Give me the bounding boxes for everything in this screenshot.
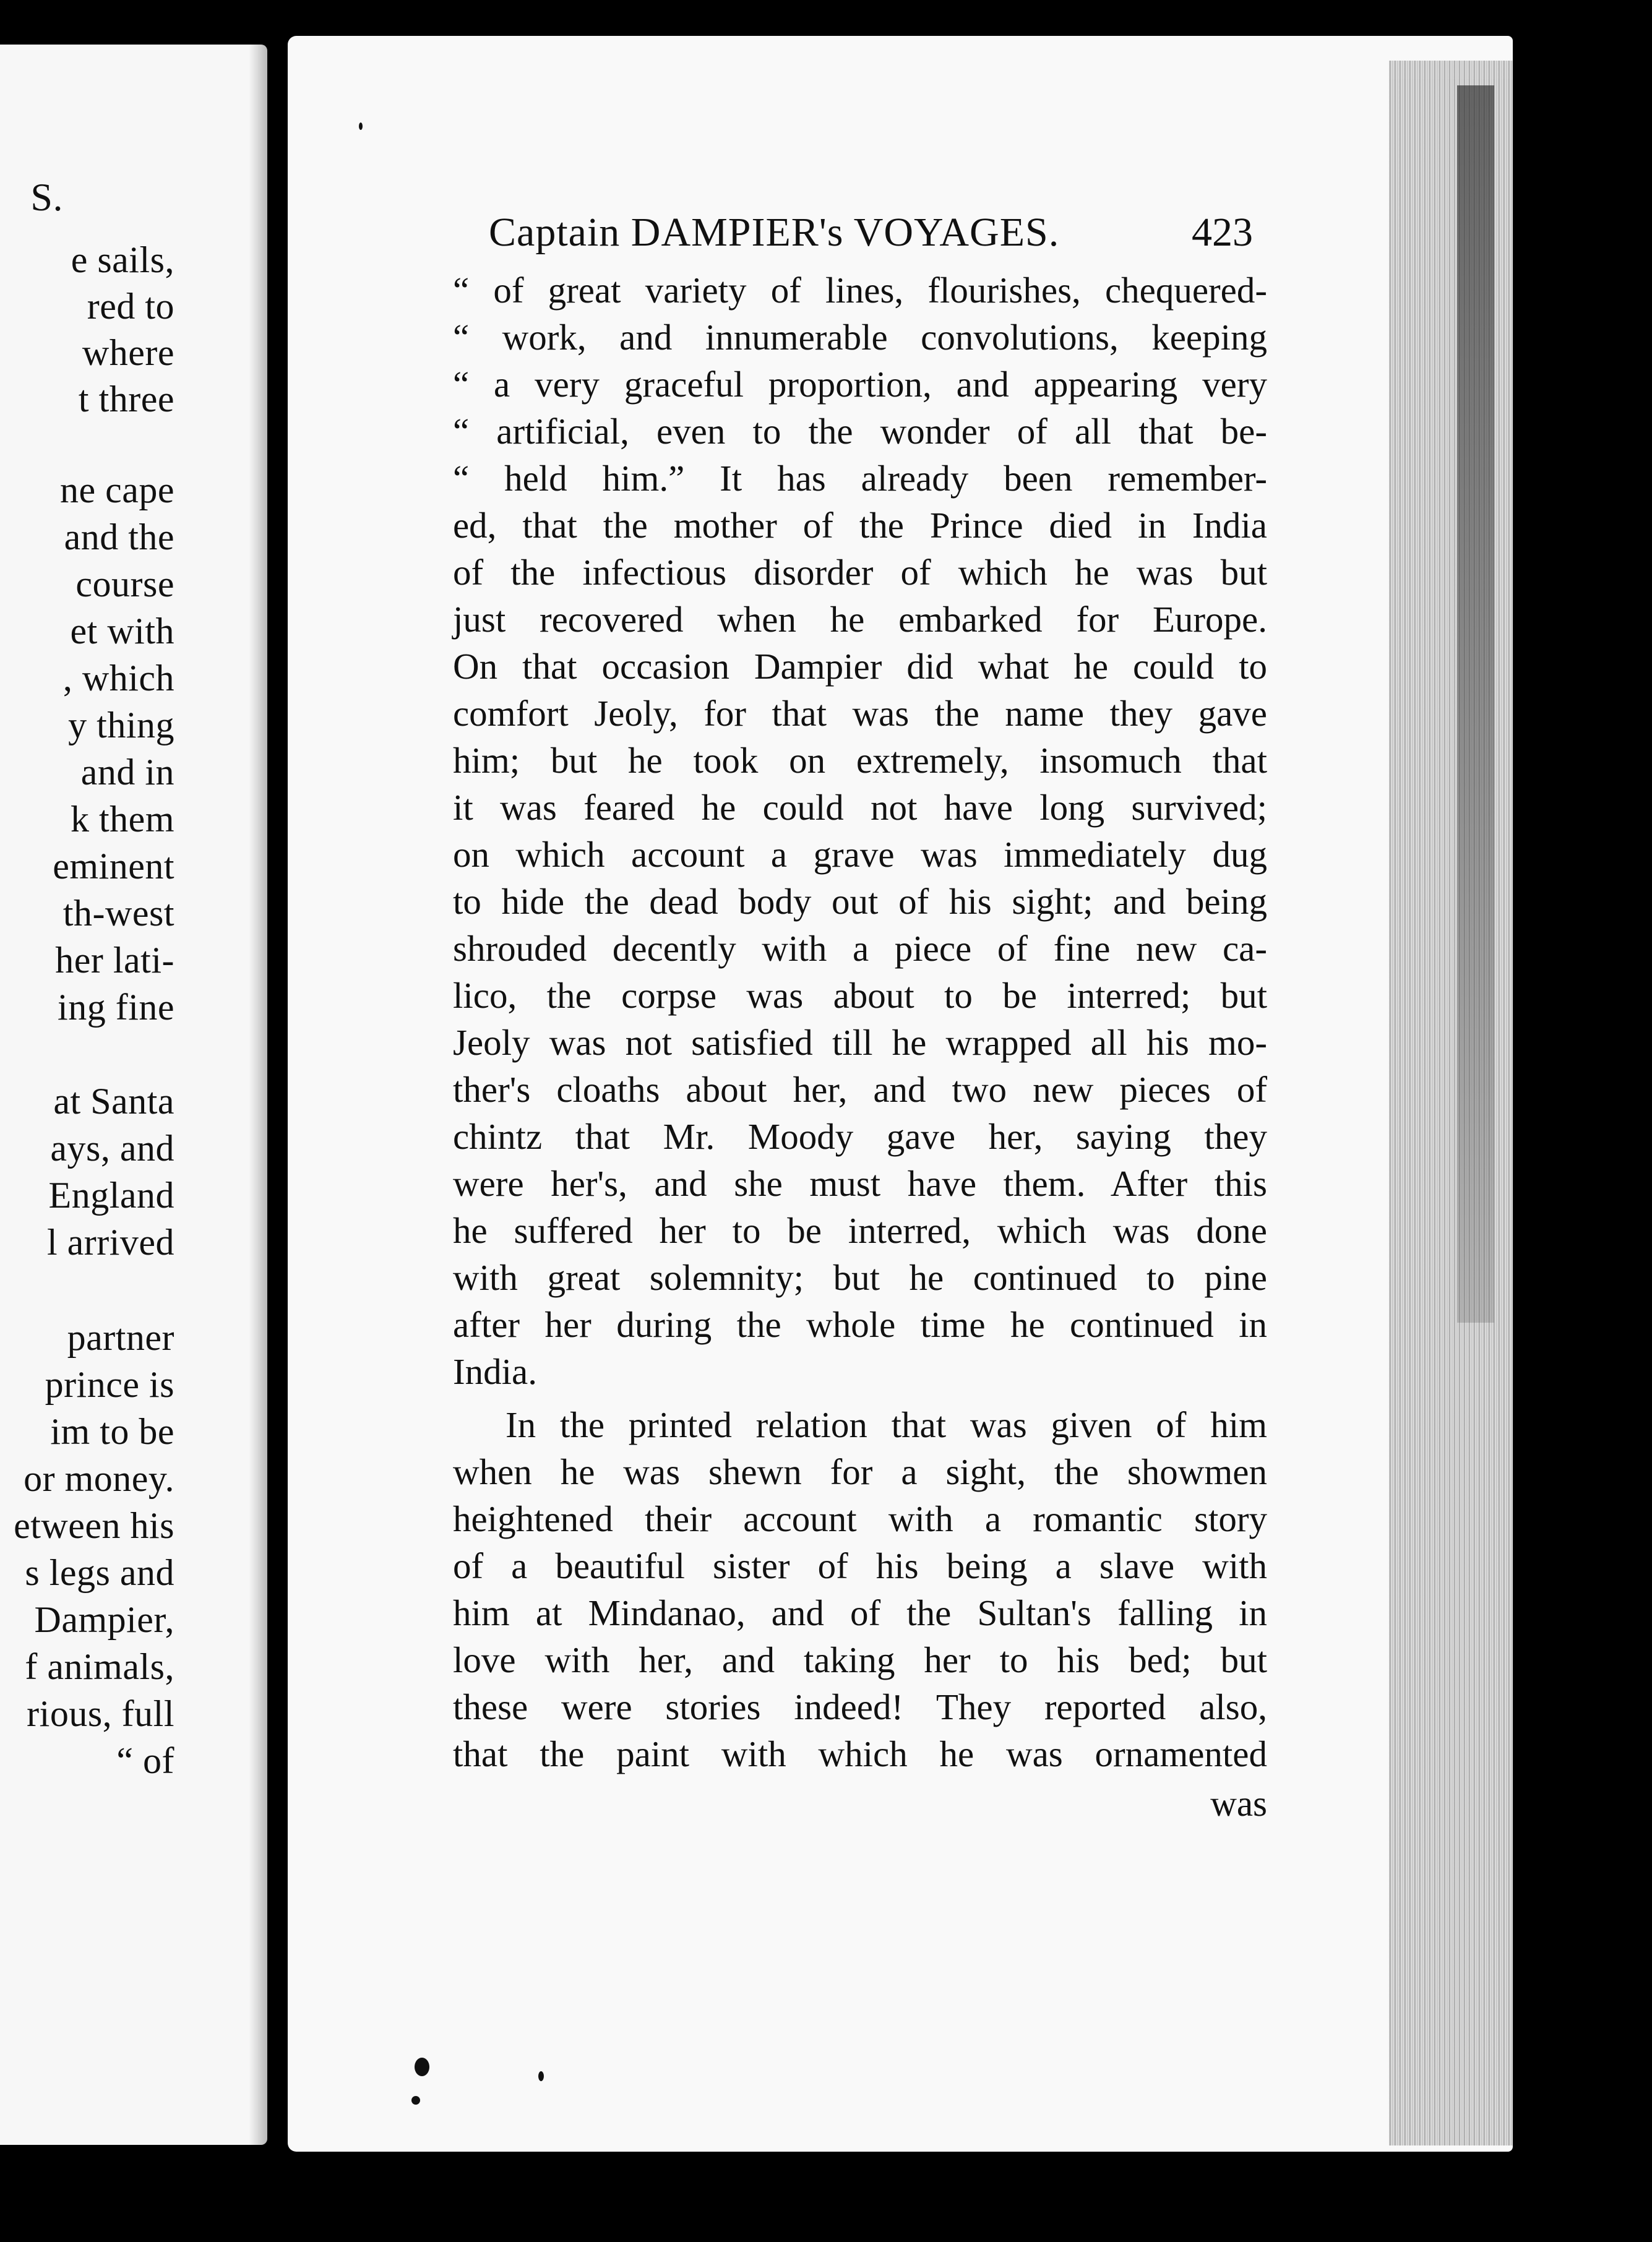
text-line: “ work, and innumerable convolutions, keeping <box>453 317 1267 358</box>
running-head-title: Captain DAMPIER's VOYAGES. <box>489 210 1060 255</box>
page-edge-shadow <box>1457 85 1494 1323</box>
left-page-line: prince is <box>45 1364 174 1405</box>
text-line: Jeoly was not satisfied till he wrapped all his mo- <box>453 1022 1267 1063</box>
text-line: comfort Jeoly, for that was the name they gave <box>453 693 1267 734</box>
text-line: were her's, and she must have them. After this <box>453 1163 1267 1204</box>
left-page-line: her lati- <box>55 940 174 981</box>
text-line: when he was shewn for a sight, the showmen <box>453 1451 1267 1492</box>
text-line: on which account a grave was immediately dug <box>453 834 1267 875</box>
left-page-line: rious, full <box>27 1693 174 1734</box>
left-page-line: l arrived <box>46 1222 174 1263</box>
left-page-line: eminent <box>53 846 174 887</box>
left-page-line: et with <box>70 611 174 651</box>
previous-page-fragment <box>0 45 267 2145</box>
left-page-line: red to <box>87 286 174 327</box>
left-page-line: im to be <box>50 1411 174 1452</box>
left-page-line: Dampier, <box>34 1599 174 1640</box>
text-line: In the printed relation that was given of him <box>505 1404 1267 1445</box>
text-line: that the paint with which he was ornamented <box>453 1733 1267 1774</box>
text-line: chintz that Mr. Moody gave her, saying they <box>453 1116 1267 1157</box>
left-page-line: where <box>82 332 174 373</box>
left-page-line: k them <box>71 799 174 840</box>
text-line: with great solemnity; but he continued to pine <box>453 1257 1267 1298</box>
text-line: “ of great variety of lines, flourishes, chequered- <box>453 270 1267 311</box>
text-line: shrouded decently with a piece of fine new ca- <box>453 928 1267 969</box>
text-line: after her during the whole time he continued in <box>453 1304 1267 1345</box>
text-line: ther's cloaths about her, and two new pieces of <box>453 1069 1267 1110</box>
text-line: heightened their account with a romantic story <box>453 1498 1267 1539</box>
text-line: him at Mindanao, and of the Sultan's falling in <box>453 1592 1267 1633</box>
text-line: love with her, and taking her to his bed; but <box>453 1639 1267 1680</box>
text-line: “ a very graceful proportion, and appearing very <box>453 364 1267 405</box>
text-line: “ artificial, even to the wonder of all that be- <box>453 411 1267 452</box>
text-line: he suffered her to be interred, which was done <box>453 1210 1267 1251</box>
running-head <box>489 209 1268 271</box>
text-line: of a beautiful sister of his being a slave with <box>453 1545 1267 1586</box>
left-page-line: etween his <box>14 1505 174 1546</box>
left-page-line: course <box>75 564 174 604</box>
left-page-line: t three <box>78 379 174 419</box>
left-page-line: ne cape <box>59 470 174 510</box>
text-line: him; but he took on extremely, insomuch that <box>453 740 1267 781</box>
catchword: was <box>1210 1783 1267 1824</box>
left-page-line: at Santa <box>53 1081 174 1122</box>
text-line: “ held him.” It has already been remember- <box>453 458 1267 499</box>
left-page-line: , which <box>62 658 174 698</box>
left-page-line: and in <box>80 752 174 792</box>
ink-speck <box>411 2096 420 2105</box>
left-page-line: or money. <box>24 1458 174 1499</box>
left-page-line: e sails, <box>71 239 174 280</box>
text-line: ed, that the mother of the Prince died in India <box>453 505 1267 546</box>
left-page-line: ays, and <box>50 1128 174 1169</box>
page-edge-stack <box>1389 61 1513 2145</box>
text-line: just recovered when he embarked for Europe. <box>453 599 1267 640</box>
left-page-line: th-west <box>62 893 174 934</box>
ink-speck <box>359 122 363 130</box>
left-page-line: ing fine <box>58 987 174 1028</box>
text-line: to hide the dead body out of his sight; and being <box>453 881 1267 922</box>
page-number: 423 <box>1192 210 1253 255</box>
left-page-line: partner <box>67 1317 174 1358</box>
text-line: lico, the corpse was about to be interred; but <box>453 975 1267 1016</box>
left-page-line: f animals, <box>25 1646 174 1687</box>
gutter-shadow <box>249 45 267 2145</box>
text-line: On that occasion Dampier did what he could to <box>453 646 1267 687</box>
left-page-line: S. <box>30 175 63 219</box>
text-line: it was feared he could not have long survived; <box>453 787 1267 828</box>
text-line: India. <box>453 1351 537 1392</box>
left-page-line: England <box>48 1175 174 1216</box>
ink-speck <box>415 2058 429 2076</box>
left-page-line: and the <box>64 517 174 557</box>
ink-speck <box>538 2071 544 2081</box>
left-page-line: y thing <box>68 705 174 745</box>
text-line: these were stories indeed! They reported also, <box>453 1686 1267 1727</box>
left-page-line: “ of <box>116 1740 174 1781</box>
left-page-line: s legs and <box>25 1552 174 1593</box>
text-line: of the infectious disorder of which he was but <box>453 552 1267 593</box>
